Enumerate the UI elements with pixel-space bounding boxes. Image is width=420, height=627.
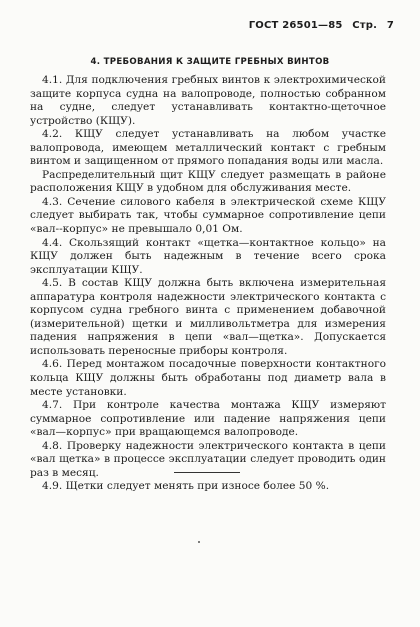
document-body: [30, 74, 386, 494]
paragraph-4-2: 4.2. КЩУ следует устанавливать на любом участке валопровода, имеющем металлический контакт с гребным винтом и защищенном от прямого попадания воды или масла.: [30, 128, 386, 168]
end-divider: [174, 472, 240, 473]
page-number: 7: [386, 20, 394, 31]
paragraph-4-3: 4.3. Сечение силового кабеля в электрической схеме КЩУ следует выбирать так, чтобы суммарное сопротивление цепи «вал--корпус» не превышало 0,01 Ом.: [30, 195, 386, 236]
speck-mark: [198, 541, 200, 543]
paragraph-4-5: 4.5. В состав КЩУ должна быть включена измерительная аппаратура контроля надежности электрического контакта с корпусом судна гребного винта с применением добавочной (измерительной) щетки и милливольтметра для измерения падения напряжения в цепи «вал—щетка». Допускается использовать переносные приборы контроля.: [30, 277, 386, 357]
paragraph-4-1: 4.1. Для подключения гребных винтов к электрохимической защите корпуса судна на валопроводе, полностью собранном на судне, следует устанавливать контактно-щеточное устройство (КЩУ).: [30, 74, 386, 127]
paragraph-4-7: 4.7. При контроле качества монтажа КЩУ измеряют суммарное сопротивление или падение напряжения цепи «вал—корпус» при вращающемся валопроводе.: [30, 399, 386, 439]
paragraph-4-8: 4.8. Проверку надежности электрического контакта в цепи «вал щетка» в процессе эксплуатации следует проводить один раз в месяц.: [30, 439, 386, 479]
paragraph-distribution-board: Распределительный щит КЩУ следует размещать в районе расположения КЩУ в удобном для обслуживания месте.: [30, 168, 386, 195]
paragraph-4-9: 4.9. Щетки следует менять при износе более 50 %.: [42, 480, 330, 493]
paragraph-4-4: 4.4. Скользящий контакт «щетка—контактное кольцо» на КЩУ должен быть надежным в течение всего срока эксплуатации КЩУ.: [30, 236, 386, 276]
section-title: 4. ТРЕБОВАНИЯ К ЗАЩИТЕ ГРЕБНЫХ ВИНТОВ: [90, 57, 330, 67]
page-header: [243, 20, 394, 31]
paragraph-4-6: 4.6. Перед монтажом посадочные поверхности контактного кольца КЩУ должны быть обработаны под диаметр вала в месте установки.: [30, 358, 386, 398]
standard-number: ГОСТ 26501—85: [248, 20, 343, 31]
page-label: Стр.: [352, 20, 378, 31]
